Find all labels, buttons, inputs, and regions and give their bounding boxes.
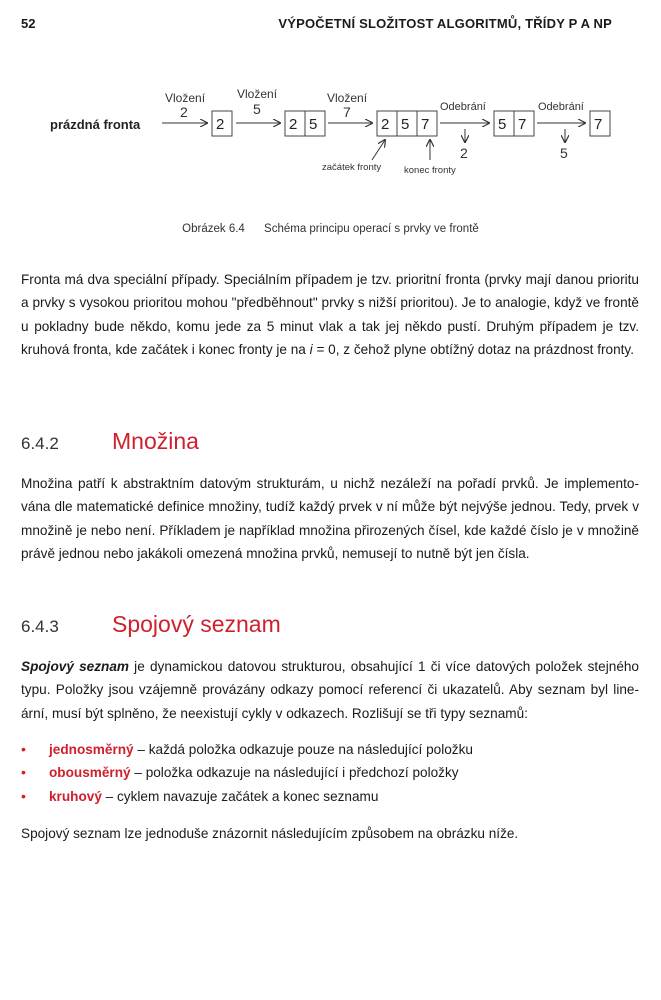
- op-label: Odebrání: [440, 101, 486, 113]
- tail-label: konec fronty: [404, 165, 456, 176]
- op-value: 5: [253, 101, 261, 117]
- caption-number: Obrázek 6.4: [182, 223, 245, 235]
- bullet-marker: •: [21, 787, 26, 804]
- list-item: • jednosměrný – každá položka odkazuje pouze na následující položku: [21, 738, 639, 761]
- paragraph-priority-queue: Fronta má dva speciální případy. Speciálním případem je tzv. prioritní fronta (prvky mají danou prioritu a prvky s vysokou prioritou mohou "předběhnout" prvky s nižší prioritou). Je to analogie, když ve frontě u pokladny bude někdo, komu jede za 5 minut vlak a tak jej někdo pustí. Druhým případem je tzv. kruhová fronta, kde začátek i konec fronty je na i = 0, z čehož plyne obtížný dotaz na prázdnost fronty.: [21, 272, 639, 357]
- queue-cell-value: 2: [381, 116, 390, 133]
- queue-cell-value: 5: [401, 116, 410, 133]
- op-value: 2: [180, 104, 188, 120]
- bullet-marker: •: [21, 764, 26, 781]
- op-value: 2: [460, 145, 468, 161]
- queue-cell-value: 2: [289, 116, 298, 133]
- list-item: • obousměrný – položka odkazuje na následující i předchozí položky: [21, 761, 639, 784]
- queue-cell-value: 5: [309, 116, 318, 133]
- page-number: 52: [21, 16, 36, 31]
- list-types: [21, 738, 639, 808]
- queue-diagram: [0, 80, 661, 190]
- queue-cell-value: 2: [216, 116, 225, 133]
- paragraph-closing: Spojový seznam lze jednoduše znázornit následujícím způsobem na obrázku níže.: [21, 826, 519, 841]
- queue-cell-value: 7: [518, 116, 527, 133]
- queue-cell-value: 7: [594, 116, 603, 133]
- figure-caption: [0, 223, 661, 235]
- queue-cell-value: 7: [421, 116, 430, 133]
- head-arrow: [372, 140, 385, 160]
- op-label: Vložení: [237, 87, 278, 101]
- term: Spojový seznam: [21, 659, 129, 674]
- queue-cell-value: 5: [498, 116, 507, 133]
- empty-queue-label: prázdná fronta: [50, 117, 141, 132]
- section-number: 6.4.2: [21, 434, 59, 453]
- section-number: 6.4.3: [21, 617, 59, 636]
- bullet-marker: •: [21, 741, 26, 757]
- op-value: 7: [343, 104, 351, 120]
- op-label: Odebrání: [538, 101, 584, 113]
- section-title: Množina: [112, 428, 199, 454]
- op-label: Vložení: [165, 91, 206, 105]
- section-title: Spojový seznam: [112, 611, 281, 637]
- paragraph-linked-list: Spojový seznam je dynamickou datovou strukturou, obsahující 1 či více datových položek stejného typu. Položky jsou vzájemně provázány odkazy pomocí referencí či ukazatelů. Aby seznam byl lineární, musí být splněno, že neexistují cykly v odkazech. Rozlišují se tři typy seznamů:: [21, 659, 639, 721]
- op-value: 5: [560, 145, 568, 161]
- op-label: Vložení: [327, 91, 368, 105]
- caption-text: Schéma principu operací s prvky ve frontě: [264, 223, 479, 235]
- paragraph-set: Množina patří k abstraktním datovým strukturám, u nichž nezáleží na pořadí prvků. Je implementována dle matematické definice množiny, tudíž každý prvek v ní může být nejvýše jednou. Tedy, prvek v množině je nebo není. Příkladem je například množina přirozených čísel, kde každé číslo je v množině právě jednou nebo jakákoli omezená množina prvků, nemusejí to nutně být jen čísla.: [21, 476, 639, 561]
- list-item: • kruhový – cyklem navazuje začátek a konec seznamu: [21, 785, 639, 808]
- running-title: VÝPOČETNÍ SLOŽITOST ALGORITMŮ, TŘÍDY P A NP: [278, 16, 612, 31]
- head-label: začátek fronty: [322, 162, 382, 173]
